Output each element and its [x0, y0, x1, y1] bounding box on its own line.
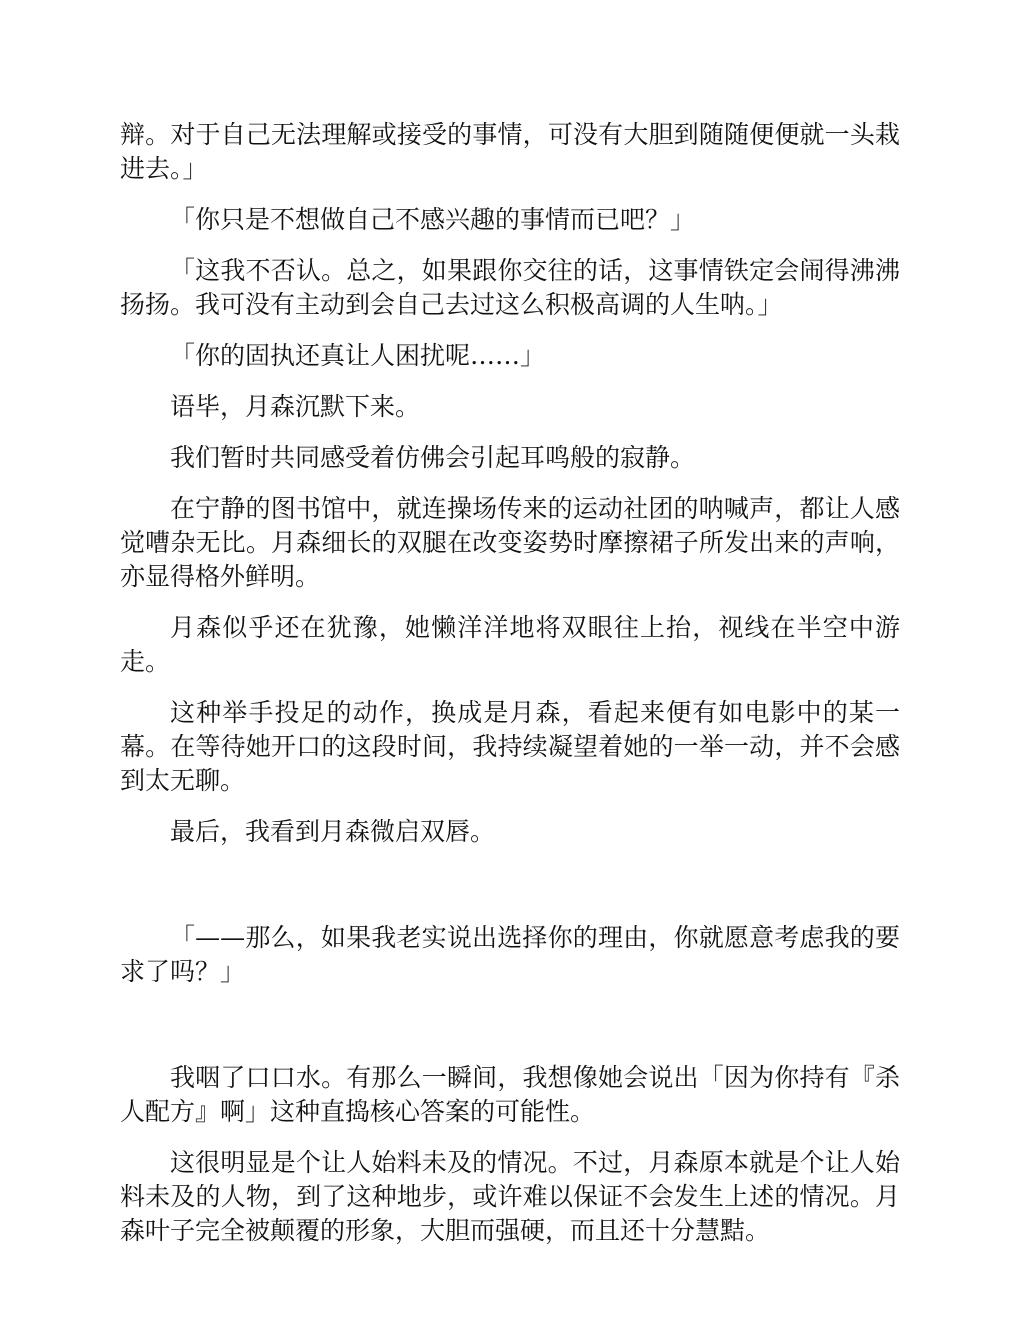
- paragraph: 「——那么，如果我老实说出选择你的理由，你就愿意考虑我的要求了吗？」: [120, 923, 900, 986]
- paragraph: 在宁静的图书馆中，就连操场传来的运动社团的呐喊声，都让人感觉嘈杂无比。月森细长的双腿在改变姿势时摩擦裙子所发出来的声响，亦显得格外鲜明。: [120, 494, 900, 591]
- paragraph: 这种举手投足的动作，换成是月森，看起来便有如电影中的某一幕。在等待她开口的这段时间，我持续凝望着她的一举一动，并不会感到太无聊。: [120, 698, 900, 795]
- paragraph: 语毕，月森沉默下来。: [170, 392, 421, 421]
- book-page: [120, 118, 900, 1265]
- paragraph: 辩。对于自己无法理解或接受的事情，可没有大胆到随随便便就一头栽进去。」: [120, 120, 900, 183]
- paragraph: 「你只是不想做自己不感兴趣的事情而已吧？」: [170, 205, 696, 234]
- paragraph: 「这我不否认。总之，如果跟你交往的话，这事情铁定会闹得沸沸扬扬。我可没有主动到会自己去过这么积极高调的人生呐。」: [120, 256, 900, 319]
- paragraph: 我咽了口口水。有那么一瞬间，我想像她会说出「因为你持有『杀人配方』啊」这种直捣核心答案的可能性。: [120, 1063, 900, 1126]
- paragraph: 月森似乎还在犹豫，她懒洋洋地将双眼往上抬，视线在半空中游走。: [120, 613, 900, 676]
- paragraph: 最后，我看到月森微启双唇。: [170, 817, 496, 846]
- paragraph: 我们暂时共同感受着仿佛会引起耳鸣般的寂静。: [170, 443, 696, 472]
- paragraph: 「你的固执还真让人困扰呢……」: [170, 341, 546, 370]
- paragraph: 这很明显是个让人始料未及的情况。不过，月森原本就是个让人始料未及的人物，到了这种地步，或许难以保证不会发生上述的情况。月森叶子完全被颠覆的形象，大胆而强硬，而且还十分慧黠。: [120, 1148, 900, 1245]
